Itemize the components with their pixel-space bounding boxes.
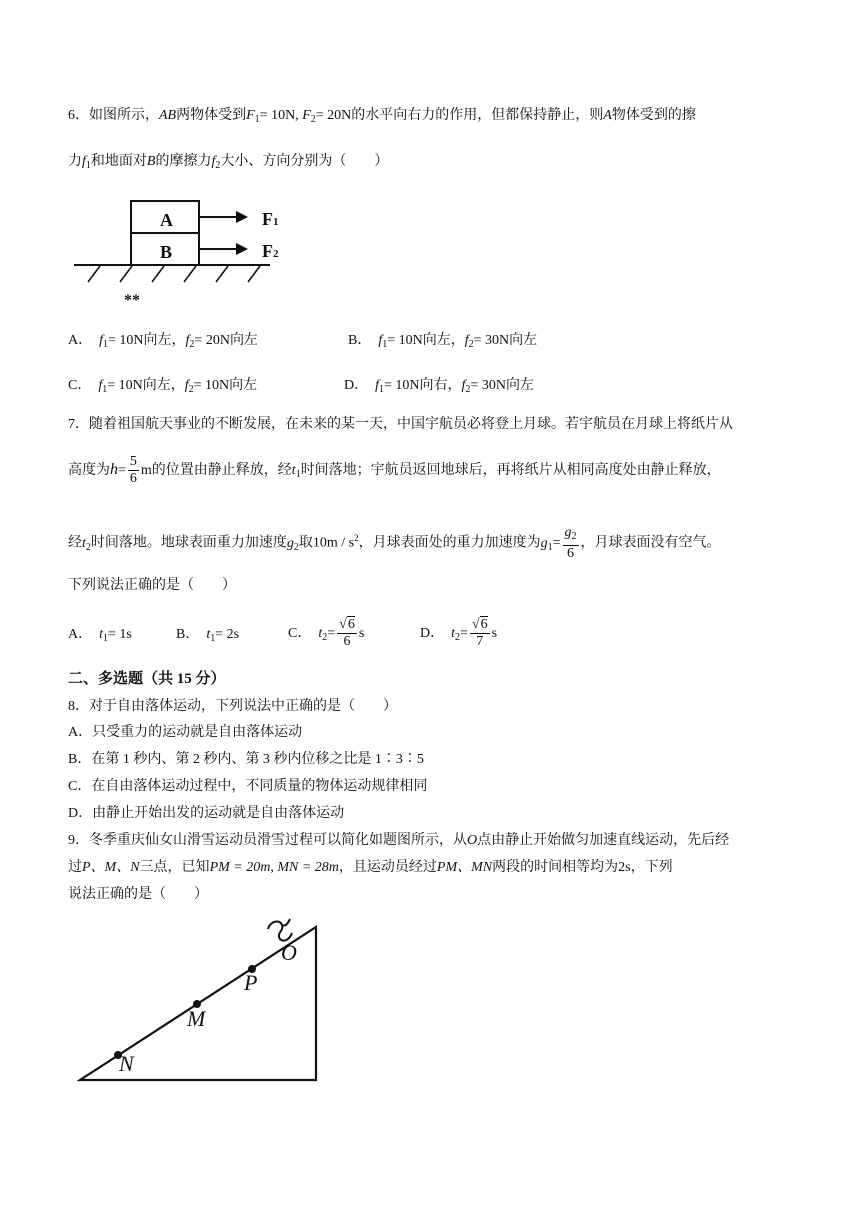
gravity-fraction: $\frac{g_2}{6}$ [564, 524, 577, 561]
q6-option-b: B． $f_1= 10N$向左，$f_2= 30N$向左 [348, 333, 538, 350]
height-fraction: $\frac{5}{6}$ [129, 454, 137, 487]
figure-mark: ** [124, 292, 140, 309]
ground-hatching [88, 266, 260, 282]
force-f1-arrowhead [236, 211, 248, 223]
skier-icon [268, 919, 292, 941]
q7-option-b: B． $t_1= 2s$ [176, 627, 240, 644]
section-title: 二、多选题（共 15 分） [68, 671, 226, 687]
force-f1-label: F1 [262, 209, 279, 229]
force-f2-arrowhead [236, 243, 248, 255]
q6-option-d: D． $f_1= 10N$向右，$f_2= 30N$向左 [344, 378, 534, 395]
point-n-label: N [119, 1051, 134, 1076]
q9-line1: 9．冬季重庆仙女山滑雪运动员滑雪过程可以简化如题图所示，从O点由静止开始做匀加速直线运动，先后经 [68, 833, 730, 848]
q6-option-a: A． $f_1= 10N$向左，$f_2= 20N$向左 [68, 333, 258, 350]
q8-option-c: C．在自由落体运动过程中，不同质量的物体运动规律相同 [68, 779, 428, 794]
q6-option-c: C． $f_1= 10N$向左，$f_2= 10N$向左 [68, 378, 258, 395]
q6-line1: 6．如图所示，AB两物体受到$F_1= 10N$, $F_2= 20N$的水平向右力的作用，但都保持静止，则A物体受到的擦 [68, 108, 696, 125]
block-b-label: B [160, 242, 173, 262]
q9-line2: 过P、M、N三点，已知PM = 20m, MN = 28m，且运动员经过PM、MN两段的时间相等均为2s，下列 [68, 860, 673, 875]
q7-line3: 经$t_2$时间落地。地球表面重力加速度$g_2$取$10m / s^2$，月球表面处的重力加速度为$g_1=$ $\frac{g_2}{6}$ ，月球表面没有空气。 [68, 524, 721, 561]
q8-option-b: B．在第 1 秒内、第 2 秒内、第 3 秒内位移之比是 1∶3∶5 [68, 752, 424, 767]
q7-option-c: C． $t_2=$ $\frac{√6}{6}$ s [288, 617, 365, 650]
q7-option-d: D． $t_2=$ $\frac{√6}{7}$ s [420, 617, 498, 650]
q7-line2: 高度为h= $\frac{5}{6}$ m的位置由静止释放，经$t_1$时间落地；宇航员返回地球后，再将纸片从相同高度处由静止释放， [68, 454, 721, 487]
q7-line1: 7．随着祖国航天事业的不断发展，在未来的某一天，中国宇航员必将登上月球。若宇航员在月球上将纸片从 [68, 417, 733, 432]
point-m-label: M [187, 1006, 206, 1031]
q8-option-a: A．只受重力的运动就是自由落体运动 [68, 725, 303, 740]
point-o-label: O [281, 940, 297, 965]
sqrt-fraction-d: $\frac{√6}{7}$ [471, 617, 488, 650]
point-p-label: P [244, 970, 258, 995]
q7-option-a: A． $t_1= 1s$ [68, 627, 132, 644]
block-a-label: A [160, 210, 173, 230]
q8-stem: 8．对于自由落体运动，下列说法中正确的是（ ） [68, 699, 397, 714]
force-f2-label: F2 [262, 241, 279, 261]
q6-line2: 力$f_1$和地面对B的摩擦力$f_2$大小、方向分别为（ ） [68, 154, 389, 171]
sqrt-fraction-c: $\frac{√6}{6}$ [339, 617, 355, 650]
q8-option-d: D．由静止开始出发的运动就是自由落体运动 [68, 806, 345, 821]
q7-line4: 下列说法正确的是（ ） [68, 578, 236, 593]
q9-line3: 说法正确的是（ ） [68, 887, 208, 902]
